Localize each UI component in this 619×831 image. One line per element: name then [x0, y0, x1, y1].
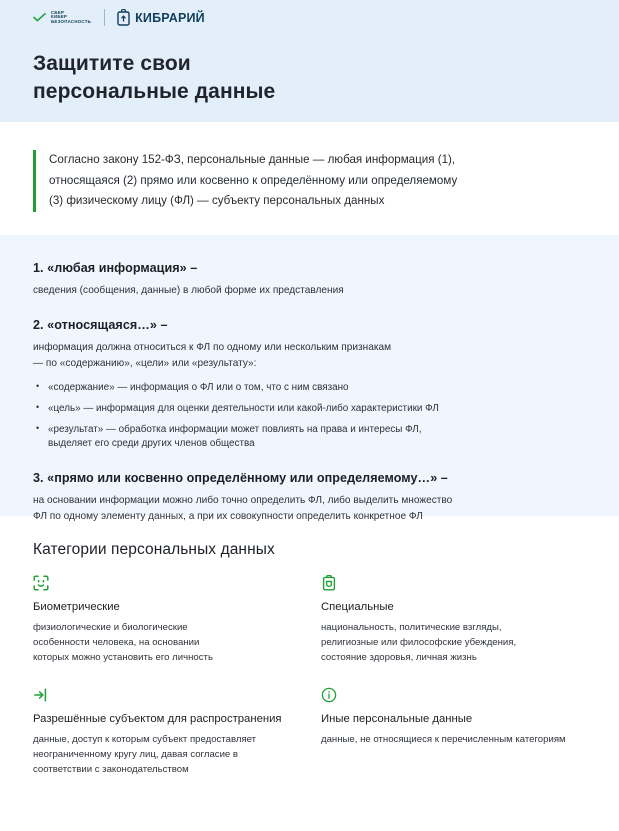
- category-description-line: состояние здоровья, личная жизнь: [321, 651, 477, 663]
- law-quote-line-2: относящаяся (2) прямо или косвенно к определённому или определяемому: [49, 173, 458, 187]
- check-icon: [33, 13, 46, 22]
- face-scan-icon: [33, 575, 49, 591]
- definition-text-line: на основании информации можно либо точно определить ФЛ, либо выделить множество: [33, 495, 453, 507]
- sber-logo-line-3: БЕЗОПАСНОСТЬ: [51, 18, 92, 24]
- bullet-line: выделяет его среди других членов общества: [48, 438, 255, 450]
- law-quote-section: [0, 122, 619, 235]
- categories-grid: [33, 575, 593, 778]
- page-title-line-2: персональные данные: [33, 79, 276, 103]
- definition-title: 1. «любая информация» –: [33, 261, 198, 275]
- info-circle-icon: [321, 687, 337, 703]
- category-title-line: Разрешённые субъектом для: [33, 712, 187, 725]
- category-card-special: [321, 575, 593, 666]
- law-quote-line-1: Согласно закону 152-ФЗ, персональные данные — любая информация (1),: [49, 153, 456, 166]
- category-title: [33, 712, 303, 727]
- law-quote-line-3: (3) физическому лицу (ФЛ) — субъекту персональных данных: [49, 194, 385, 208]
- categories-section: [0, 516, 619, 778]
- definition-text-line: сведения (сообщения, данные) в любой форме их представления: [33, 285, 344, 296]
- definition-text: [33, 283, 573, 299]
- category-description-line: которых можно установить его личность: [33, 651, 213, 663]
- badge-icon: [116, 9, 131, 26]
- category-description-line: физиологические и биологические: [33, 622, 188, 634]
- category-card-biometric: [33, 575, 321, 666]
- definition-title: 2. «относящаяся…» –: [33, 317, 168, 332]
- definitions-section: [0, 235, 619, 523]
- category-description: [33, 733, 303, 778]
- definition-text-line: информация должна относиться к ФЛ по одному или нескольким признакам: [33, 341, 392, 353]
- definition-item-2: [33, 318, 573, 452]
- category-description-line: особенности человека, на основании: [33, 637, 200, 649]
- list-item: [33, 402, 573, 417]
- category-description-line: соответствии с законодательством: [33, 763, 189, 775]
- kibrariy-wordmark: КИБРАРИЙ: [135, 10, 205, 25]
- definition-text-line: — по «содержанию», «цели» или «результату»:: [33, 357, 257, 369]
- page-title-line-1: Защитите свои: [33, 52, 191, 75]
- category-title-line: распространения: [190, 712, 282, 725]
- list-item: [33, 423, 573, 453]
- bullet-line: • «содержание» — информация о ФЛ или о том, что с ним связано: [48, 381, 349, 393]
- category-description-line: неограниченному кругу лиц, давая согласие в: [33, 748, 239, 760]
- category-description: [321, 621, 575, 666]
- sber-cybersecurity-logo[interactable]: [33, 11, 91, 24]
- share-export-icon: [33, 687, 49, 703]
- logo-divider: [104, 9, 105, 26]
- sber-logo-line-2: КИБЕР: [51, 14, 68, 20]
- law-quote: [33, 150, 574, 212]
- page-title: [33, 50, 453, 106]
- category-card-other: [321, 687, 593, 778]
- clipboard-health-icon: [321, 575, 337, 591]
- category-title: Биометрические: [33, 601, 120, 613]
- logo-bar: [0, 0, 619, 26]
- kibrariy-logo[interactable]: [116, 9, 205, 26]
- category-card-permitted-for-distribution: [33, 687, 321, 778]
- categories-heading: Категории персональных данных: [33, 541, 275, 558]
- category-description: [33, 621, 303, 666]
- category-title: Иные персональные данные: [321, 712, 473, 725]
- bullet-line: • «цель» — информация для оценки деятельности или какой-либо характеристики ФЛ: [48, 402, 439, 414]
- definition-text: [33, 340, 573, 372]
- definition-title: 3. «прямо или косвенно определённому или определяемому…» –: [33, 471, 448, 486]
- category-description-line: данные, не относящиеся к перечисленным категориям: [321, 734, 566, 746]
- header-banner: [0, 0, 619, 122]
- bullet-line: • «результат» — обработка информации может повлиять на права и интересы ФЛ,: [48, 423, 422, 435]
- category-description-line: национальность, политические взгляды,: [321, 622, 502, 634]
- category-title: Специальные: [321, 601, 394, 613]
- sber-logo-line-1: СБЕР: [51, 9, 65, 15]
- definition-text-line: ФЛ по одному элементу данных, а при их совокупности определить конкретное ФЛ: [33, 511, 423, 523]
- sber-logo-wordmark: [51, 11, 91, 24]
- category-description-line: данные, доступ к которым субъект предоставляет: [33, 734, 257, 746]
- category-description-line: религиозные или философские убеждения,: [321, 637, 517, 649]
- definition-bullet-list: [33, 381, 573, 452]
- definition-item-1: [33, 261, 573, 299]
- list-item: [33, 381, 573, 396]
- category-description: [321, 733, 575, 748]
